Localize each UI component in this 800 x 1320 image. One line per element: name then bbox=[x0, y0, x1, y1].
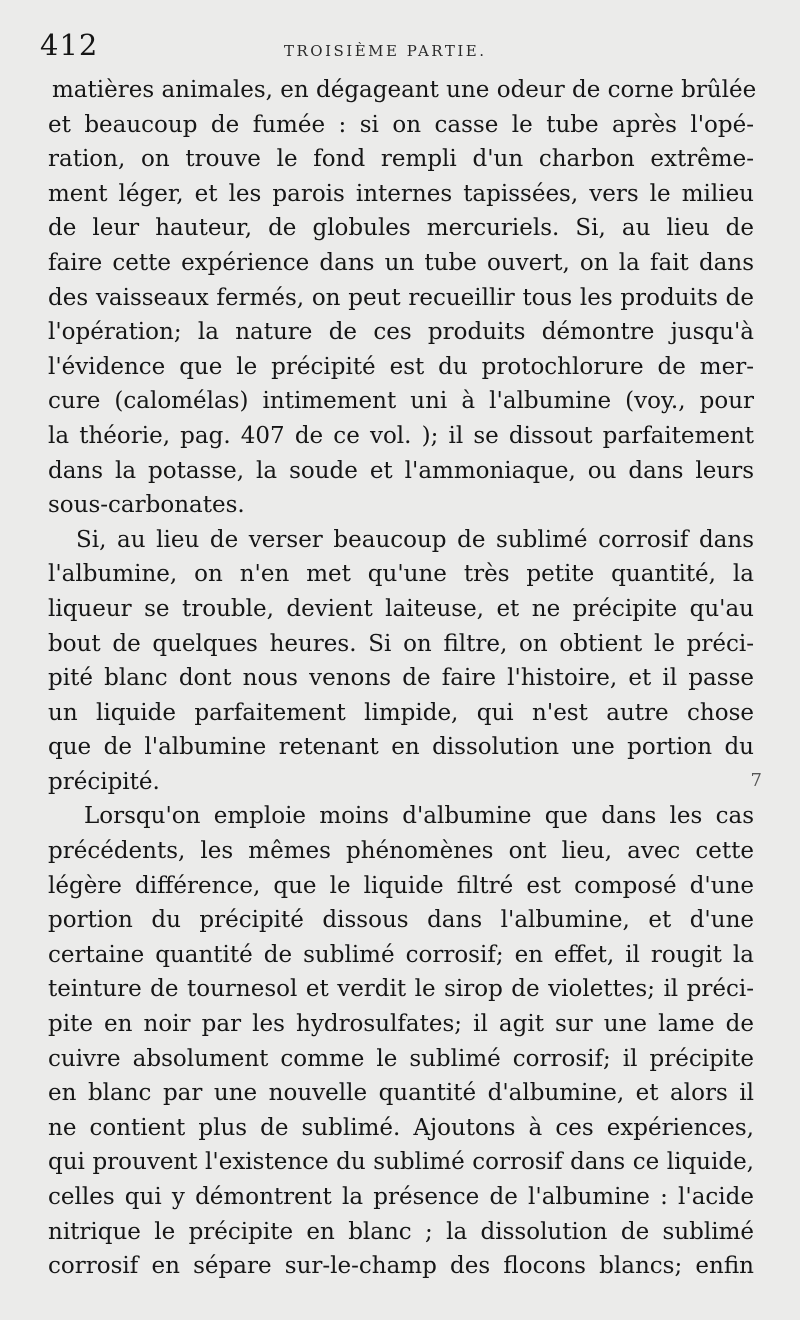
text-line: Lorsqu'on emploie moins d'albumine que dans les cas bbox=[84, 803, 754, 830]
text-line: qui prouvent l'existence du sublimé corrosif dans ce liquide, bbox=[48, 1149, 754, 1176]
text-line: teinture de tournesol et verdit le sirop de violettes; il préci- bbox=[48, 976, 754, 1003]
text-line: l'opération; la nature de ces produits démontre jusqu'à bbox=[48, 319, 754, 346]
text-line: l'évidence que le précipité est du protochlorure de mer- bbox=[48, 353, 754, 380]
body-text bbox=[48, 73, 757, 1284]
text-line: bout de quelques heures. Si on filtre, on obtient le préci- bbox=[48, 630, 754, 657]
text-line: corrosif en sépare sur-le-champ des flocons blancs; enfin bbox=[48, 1253, 754, 1280]
text-line: la théorie, pag. 407 de ce vol. ); il se dissout parfaitement bbox=[48, 422, 754, 449]
text-line: précédents, les mêmes phénomènes ont lieu, avec cette bbox=[48, 838, 754, 865]
text-line: ration, on trouve le fond rempli d'un charbon extrême- bbox=[48, 146, 754, 173]
text-line: nitrique le précipite en blanc ; la dissolution de sublimé bbox=[48, 1218, 754, 1245]
text-line: l'albumine, on n'en met qu'une très petite quantité, la bbox=[48, 561, 754, 588]
text-line: faire cette expérience dans un tube ouvert, on la fait dans bbox=[48, 249, 754, 276]
text-line: légère différence, que le liquide filtré est composé d'une bbox=[48, 872, 754, 899]
text-line: certaine quantité de sublimé corrosif; en effet, il rougit la bbox=[48, 941, 754, 968]
text-line: pité blanc dont nous venons de faire l'histoire, et il passe bbox=[48, 665, 754, 692]
text-line: précipité. bbox=[48, 768, 160, 795]
text-line: cure (calomélas) intimement uni à l'albumine (voy., pour bbox=[48, 388, 754, 415]
text-line: pite en noir par les hydrosulfates; il agit sur une lame de bbox=[48, 1011, 754, 1038]
text-line: des vaisseaux fermés, on peut recueillir tous les produits de bbox=[48, 284, 754, 311]
margin-mark: 7 bbox=[750, 770, 762, 791]
text-line: matières animales, en dégageant une odeur de corne brûlée bbox=[52, 77, 757, 103]
text-line: dans la potasse, la soude et l'ammoniaque, ou dans leurs bbox=[48, 457, 754, 484]
text-line: que de l'albumine retenant en dissolution une portion du bbox=[48, 734, 754, 761]
running-head: TROISIÈME PARTIE. bbox=[284, 42, 487, 60]
text-line: sous-carbonates. bbox=[48, 492, 245, 519]
text-line: portion du précipité dissous dans l'albumine, et d'une bbox=[48, 907, 754, 934]
text-line: celles qui y démontrent la présence de l'albumine : l'acide bbox=[48, 1184, 754, 1210]
text-line: un liquide parfaitement limpide, qui n'est autre chose bbox=[48, 699, 754, 726]
text-line: Si, au lieu de verser beaucoup de sublimé corrosif dans bbox=[76, 526, 754, 553]
text-line: et beaucoup de fumée : si on casse le tube après l'opé- bbox=[48, 111, 754, 138]
text-line: cuivre absolument comme le sublimé corrosif; il précipite bbox=[48, 1045, 754, 1072]
text-line: ne contient plus de sublimé. Ajoutons à ces expériences, bbox=[48, 1114, 754, 1141]
text-line: ment léger, et les parois internes tapissées, vers le milieu bbox=[48, 180, 754, 207]
text-line: liqueur se trouble, devient laiteuse, et ne précipite qu'au bbox=[48, 595, 754, 622]
text-line: en blanc par une nouvelle quantité d'albumine, et alors il bbox=[48, 1080, 754, 1107]
page-header bbox=[40, 28, 760, 68]
page-number: 412 bbox=[40, 28, 99, 62]
text-line: de leur hauteur, de globules mercuriels. Si, au lieu de bbox=[48, 215, 754, 242]
